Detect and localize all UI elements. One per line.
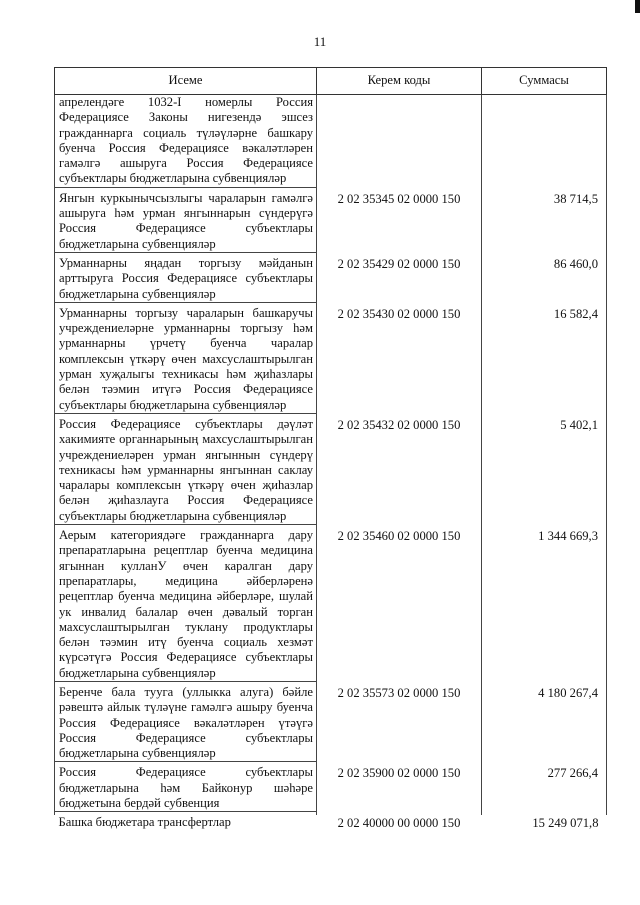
row-name: Янгын куркынычсызлыгы чараларын гамәлгә ашыруга һәм урман янгыннарын сүндерүгә Россия Федерациясе субъектлары бюджетларына субвенцияләр — [55, 191, 317, 253]
header-code: Керем коды — [317, 68, 482, 95]
row-code: 2 02 35573 02 0000 150 — [317, 685, 482, 762]
row-code — [317, 95, 482, 188]
row-code: 2 02 40000 00 0000 150 — [337, 816, 461, 831]
row-sum: 15 249 071,8 — [532, 816, 599, 831]
row-name: апрелендәге 1032-I номерлы Россия Федерациясе Законы нигезендә эшсез гражданнарга социаль түләүләрне башкару буенча Россия Федерациясе вәкаләтләрен гамәлгә ашыруга Россия Федерациясе субъектлары бюджетларына субвенцияләр — [55, 95, 317, 188]
header-name: Исеме — [55, 68, 317, 95]
row-sum: 38 714,5 — [482, 191, 607, 253]
row-name: Урманнарны торгызу чараларын башкаручы учреждениеләрне урманнарны торгызу һәм урманнарны үрчетү буенча чаралар комплексын үткәрү өчен махсуслаштырылган урман хуҗалыгы техникасы һәм җиһазлары белән тәэмин итүгә Россия Федерациясе субъектлары бюджетларына субвенцияләр — [55, 306, 317, 414]
row-sum: 1 344 669,3 — [482, 528, 607, 681]
row-sum: 277 266,4 — [482, 765, 607, 811]
row-sum: 5 402,1 — [482, 417, 607, 525]
row-sum — [482, 95, 607, 188]
row-name: Башка бюджетара трансфертлар — [58, 815, 231, 830]
row-code: 2 02 35345 02 0000 150 — [317, 191, 482, 253]
row-name: Беренче бала тууга (уллыкка алуга) бәйле рәвештә айлык түләүне гамәлгә ашыру буенча Россия Федерациясе вәкаләтләрен үтәүгә Россия Федерациясе субъектлары бюджетларына субвенцияләр — [55, 685, 317, 762]
corner-mark — [635, 0, 640, 13]
row-name: Урманнарны яңадан торгызу мәйданын арттыруга Россия Федерациясе субъектлары бюджетларына субвенцияләр — [55, 256, 317, 302]
row-sum: 4 180 267,4 — [482, 685, 607, 762]
table-row — [55, 417, 607, 525]
row-code: 2 02 35900 02 0000 150 — [317, 765, 482, 811]
row-code: 2 02 35432 02 0000 150 — [317, 417, 482, 525]
row-code: 2 02 35429 02 0000 150 — [317, 256, 482, 302]
row-name: Россия Федерациясе субъектлары бюджетларына һәм Байконур шәһәре бюджетына бердәй субвенция — [55, 765, 317, 811]
row-sum: 16 582,4 — [482, 306, 607, 414]
budget-table — [54, 67, 607, 832]
row-sum: 86 460,0 — [482, 256, 607, 302]
table-row — [55, 528, 607, 681]
page-number: 11 — [313, 34, 327, 49]
row-code: 2 02 35460 02 0000 150 — [317, 528, 482, 681]
table-row — [55, 191, 607, 253]
header-row — [55, 68, 607, 95]
table-row — [55, 306, 607, 414]
header-sum: Суммасы — [482, 68, 607, 95]
row-name: Россия Федерациясе субъектлары дәүләт хакимияте органнарының махсуслаштырылган учреждениеләрен урман янгыннын сүндерү техникасы һәм урманнарны янгыннан саклау чаралары комплексын үткәрү өчен җиһазлар белән җиһазлауга Россия Федерациясе субъектлары бюджетларына субвенцияләр — [55, 417, 317, 525]
table-row — [55, 765, 607, 811]
table-row — [55, 95, 607, 188]
row-name: Аерым категориядәге гражданнарга дару препаратларына рецептлар буенча медицина ягыннан кулланУ өчен каралган дару препаратлары, медицина әйберләренә рецептлар буенча медицина әйберләре, шулай ук инвалид балалар өчен дәвалый торган махсуслаштырылган туклану продуктлары белән тәэмин итү буенча социаль хезмәт күрсәтүгә Россия Федерациясе субъектлары бюджетларына субвенцияләр — [55, 528, 317, 681]
table-row — [55, 685, 607, 762]
row-code: 2 02 35430 02 0000 150 — [317, 306, 482, 414]
table-row — [55, 256, 607, 302]
table-row — [55, 815, 607, 831]
